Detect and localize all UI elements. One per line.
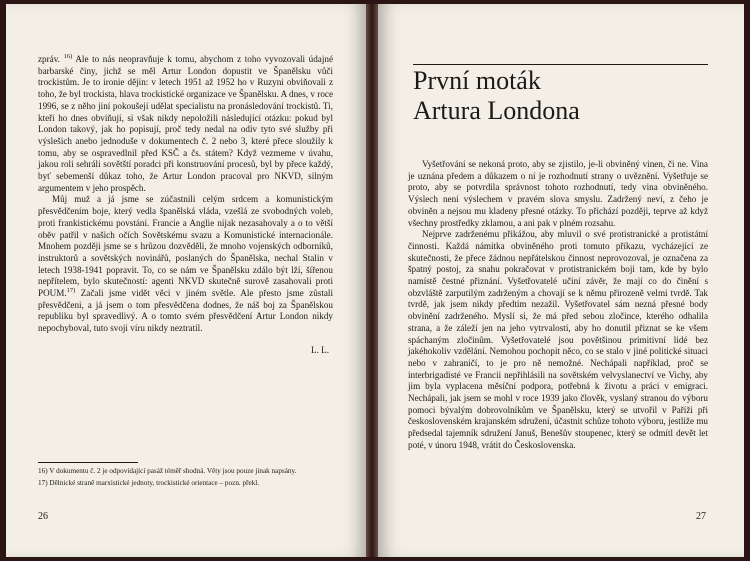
left-page-body <box>38 54 333 357</box>
paragraph: Nejprve zadrženému přikážou, aby mluvil o své protistranické a protistátní činnosti. Každá námitka obviněného proti tomuto příkazu, vycházející ze skutečnosti, že přece žádnou nepřátelskou činnost neprovozoval, je označena za špatný postoj, za snahu pokračovat v protistranickém boji tam, kde by bylo namístě čestné přiznání. Vyšetřovatelé učiní závěr, že mají co do činění s obzvláště zarputilým zadrženým a chovají se k němu přirozeně velmi tvrdě. Tak tvrdě, jak jsem nikdy předtím nezažil. Vyšetřovatel sám nezná přesné body obvinění zadrženého. Myslí si, že má před sebou zločince, kterého odhalila strana, a že záleží jen na jeho vytrvalosti, aby ho donutil přiznat se ke všem spáchaným zločinům. Vyšetřovatelé jsou povětšinou primitivní lidé bez jakéhokoliv vzdělání. Nemohou pochopit něco, co se stalo v jiné politické situaci nebo v zahraničí, to je pro ně nemožné. Nechápali například, proč se interbrigadisté ve Francii nepřihlásili na sovětském velvyslanectví ve Vichy, aby jim byla vyplacena měsíční podpora, potřebná k životu a práci v emigraci. Nechápali, jak jsem se mohl v roce 1939 jako člověk, vyslaný stranou do výboru pomoci bývalým dobrovolníkům ve Španělsku, který se utvořil v Paříži při československém krajanském sdružení, účastnit schůze tohoto výboru, jestliže mu předsedal tajemník sdružení Januš, Benešův stoupenec, který se odmítl devět let poté, v únoru 1948, vrátit do Československa. <box>408 229 708 450</box>
footnote-17: 17) Dělnické straně marxistické jednoty, trockistické orientace – pozn. překl. <box>38 479 260 487</box>
footnotes <box>38 466 333 490</box>
left-page <box>6 4 366 557</box>
chapter-title <box>413 66 713 126</box>
footnote-ref-16: 16) <box>63 52 73 60</box>
book-spread <box>6 4 744 557</box>
right-page <box>378 4 744 557</box>
paragraph: Vyšetřování se nekoná proto, aby se zjistilo, je-li obviněný vinen, či ne. Vina je uznána předem a důkazem o ní je rozhodnutí strany o uvěznění. Vyšetřuje se proto, aby se potvrdila správnost tohoto rozhodnutí, tedy vina obviněného. Výslech není výslechem v pravém slova smyslu. Zadržený neví, z čeho je obviněn a nejsou mu kladeny přesné otázky. To přichází později, teprve až když všechny prostředky zklamou, a ani pak v plném rozsahu. <box>408 159 708 228</box>
page-number-left: 26 <box>38 511 48 522</box>
signature: L. L. <box>311 344 329 355</box>
book-gutter <box>366 4 378 557</box>
chapter-title-line-2: Artura Londona <box>413 96 580 125</box>
footnote-16: 16) V dokumentu č. 2 je odpovídající pasáž téměř shodná. Věty jsou pouze jinak napsány. <box>38 467 297 475</box>
chapter-title-line-1: První moták <box>413 66 541 95</box>
footnote-divider <box>38 462 138 463</box>
footnote-ref-17: 17) <box>66 287 76 295</box>
title-rule <box>413 64 708 65</box>
right-page-body <box>408 159 708 452</box>
page-number-right: 27 <box>696 511 706 522</box>
paragraph: zpráv. $^{16)}$ Ale to nás neopravňuje k tomu, abychom z toho vyvozovali údajné barbarské činy, jichž se měl Artur London dopustit ve Španělsku vůči trockistům. Je to ironie dějin: v letech 1951 až 1952 ho v Ruzyni obviňovali z toho, že byl trockista, hlava trockistické organizace ve Španělsku. A dnes, v roce 1996, se z něho jiní pokoušejí udělat specialistu na pronásledování trockistů. Ti, kteří ho dnes obviňují, si však nikdy nepoložili následující otázku: pokud byl London takový, jak ho popisují, proč tedy nedal na odiv tyto své služby při výslešich anebo jednoduše v dokumentech č. 2 nebo 3, které přece sloužily k tomu, aby se ospravedlnil před KSČ a čs. státem? Když vezmeme v úvahu, jakou roli sehráli sovětští poradci při konstruování procesů, byl by přece každý, byť sebemenší důkaz toho, že Artur London pracoval pro NKVD, silným argumentem v jeho prospěch. <box>38 52 334 193</box>
paragraph: Můj muž a já jsme se zúčastnili celým srdcem a komunistickým přesvědčením boje, který vedla španělská vláda, vzešlá ze svobodných voleb, proti frankistickému povstání. Francie a Anglie nijak nezasahovaly a o to větší oběv patřil v našich očích Sovětskému svazu a Komunistické internacionále. Mnohem později jsme se s hrůzou dozvěděli, že mnoho vojenských odborníků, instruktorů a sovětských novinářů, poslaných do Španělska, nechal Stalin v letech 1938-1941 popravit. To, co se nám ve Španělsku zdálo být lží, šířenou nepřítelem, bylo skutečností: agenti NKVD skutečně surově zasahovali proti POUM.$^{17)}$ Začali jsme vidět věci v jiném světle. Ale přesto jsme zůstali přesvědčeni, a já jsem o tom přesvědčena dodnes, že náš boj za Španělskou republiku byl spravedlivý. A o tomto svém přesvědčení Artur London nikdy nepochyboval, tuto svoji víru nikdy neztratil. <box>38 194 334 334</box>
